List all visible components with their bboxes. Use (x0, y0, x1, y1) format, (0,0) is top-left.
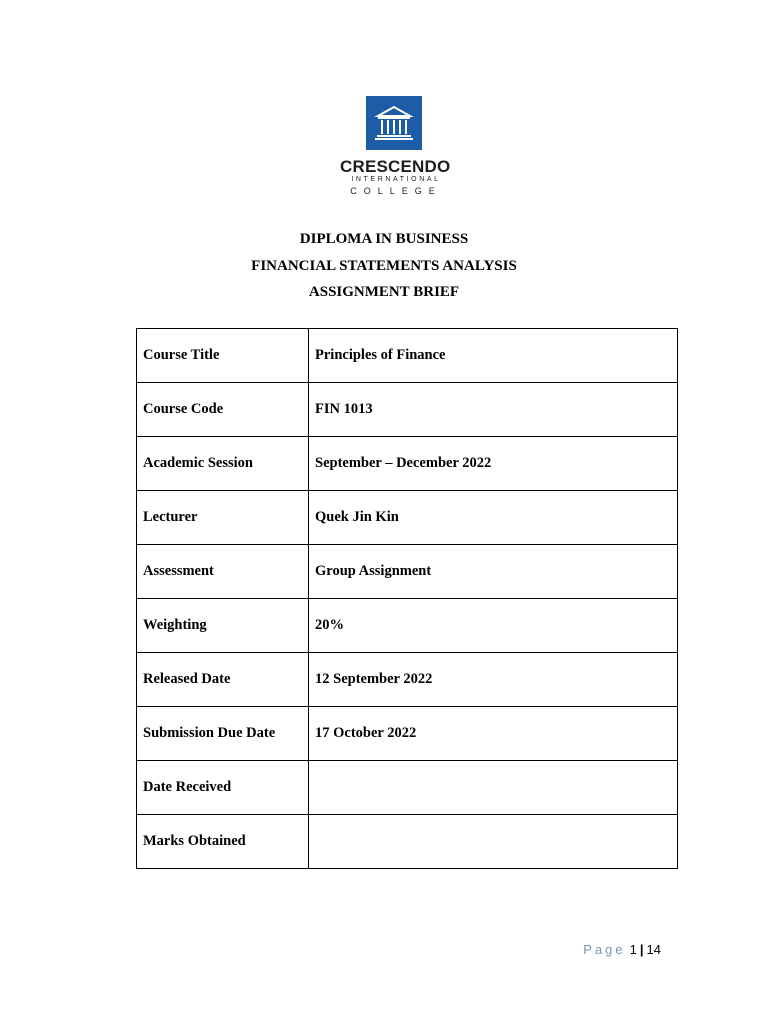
table-row (137, 383, 678, 437)
row-label: Weighting (137, 599, 309, 653)
row-value: September – December 2022 (309, 437, 678, 491)
table-row (137, 437, 678, 491)
table-row (137, 599, 678, 653)
row-value: 17 October 2022 (309, 707, 678, 761)
heading-course-subject: FINANCIAL STATEMENTS ANALYSIS (251, 258, 517, 274)
logo-subtitle-international: INTERNATIONAL (351, 176, 441, 183)
table-row (137, 545, 678, 599)
table-row (137, 815, 678, 869)
logo-subtitle-college: COLLEGE (350, 186, 442, 196)
current-page-number: 1 (629, 942, 637, 957)
building-columns-icon (366, 96, 422, 150)
table-row (137, 653, 678, 707)
college-logo (340, 94, 450, 204)
row-label: Released Date (137, 653, 309, 707)
heading-assignment-brief: ASSIGNMENT BRIEF (308, 284, 460, 300)
page-separator: | (639, 942, 644, 957)
row-value: FIN 1013 (309, 383, 678, 437)
row-label: Assessment (137, 545, 309, 599)
row-label: Date Received (137, 761, 309, 815)
table-row (137, 329, 678, 383)
total-page-count: 14 (646, 942, 661, 957)
row-value: Quek Jin Kin (309, 491, 678, 545)
assignment-details-table (136, 328, 678, 869)
row-label: Course Code (137, 383, 309, 437)
row-value: 12 September 2022 (309, 653, 678, 707)
row-label: Submission Due Date (137, 707, 309, 761)
row-label: Lecturer (137, 491, 309, 545)
table-row (137, 761, 678, 815)
row-value: 20% (309, 599, 678, 653)
row-value: Principles of Finance (309, 329, 678, 383)
row-value (309, 761, 678, 815)
heading-diploma: DIPLOMA IN BUSINESS (299, 231, 469, 247)
table-row (137, 491, 678, 545)
row-label: Course Title (137, 329, 309, 383)
row-value: Group Assignment (309, 545, 678, 599)
row-value (309, 815, 678, 869)
row-label: Marks Obtained (137, 815, 309, 869)
table-row (137, 707, 678, 761)
page-word: Page (583, 942, 626, 957)
row-label: Academic Session (137, 437, 309, 491)
page-number-footer (583, 942, 661, 957)
logo-name: CRESCENDO (340, 157, 451, 176)
